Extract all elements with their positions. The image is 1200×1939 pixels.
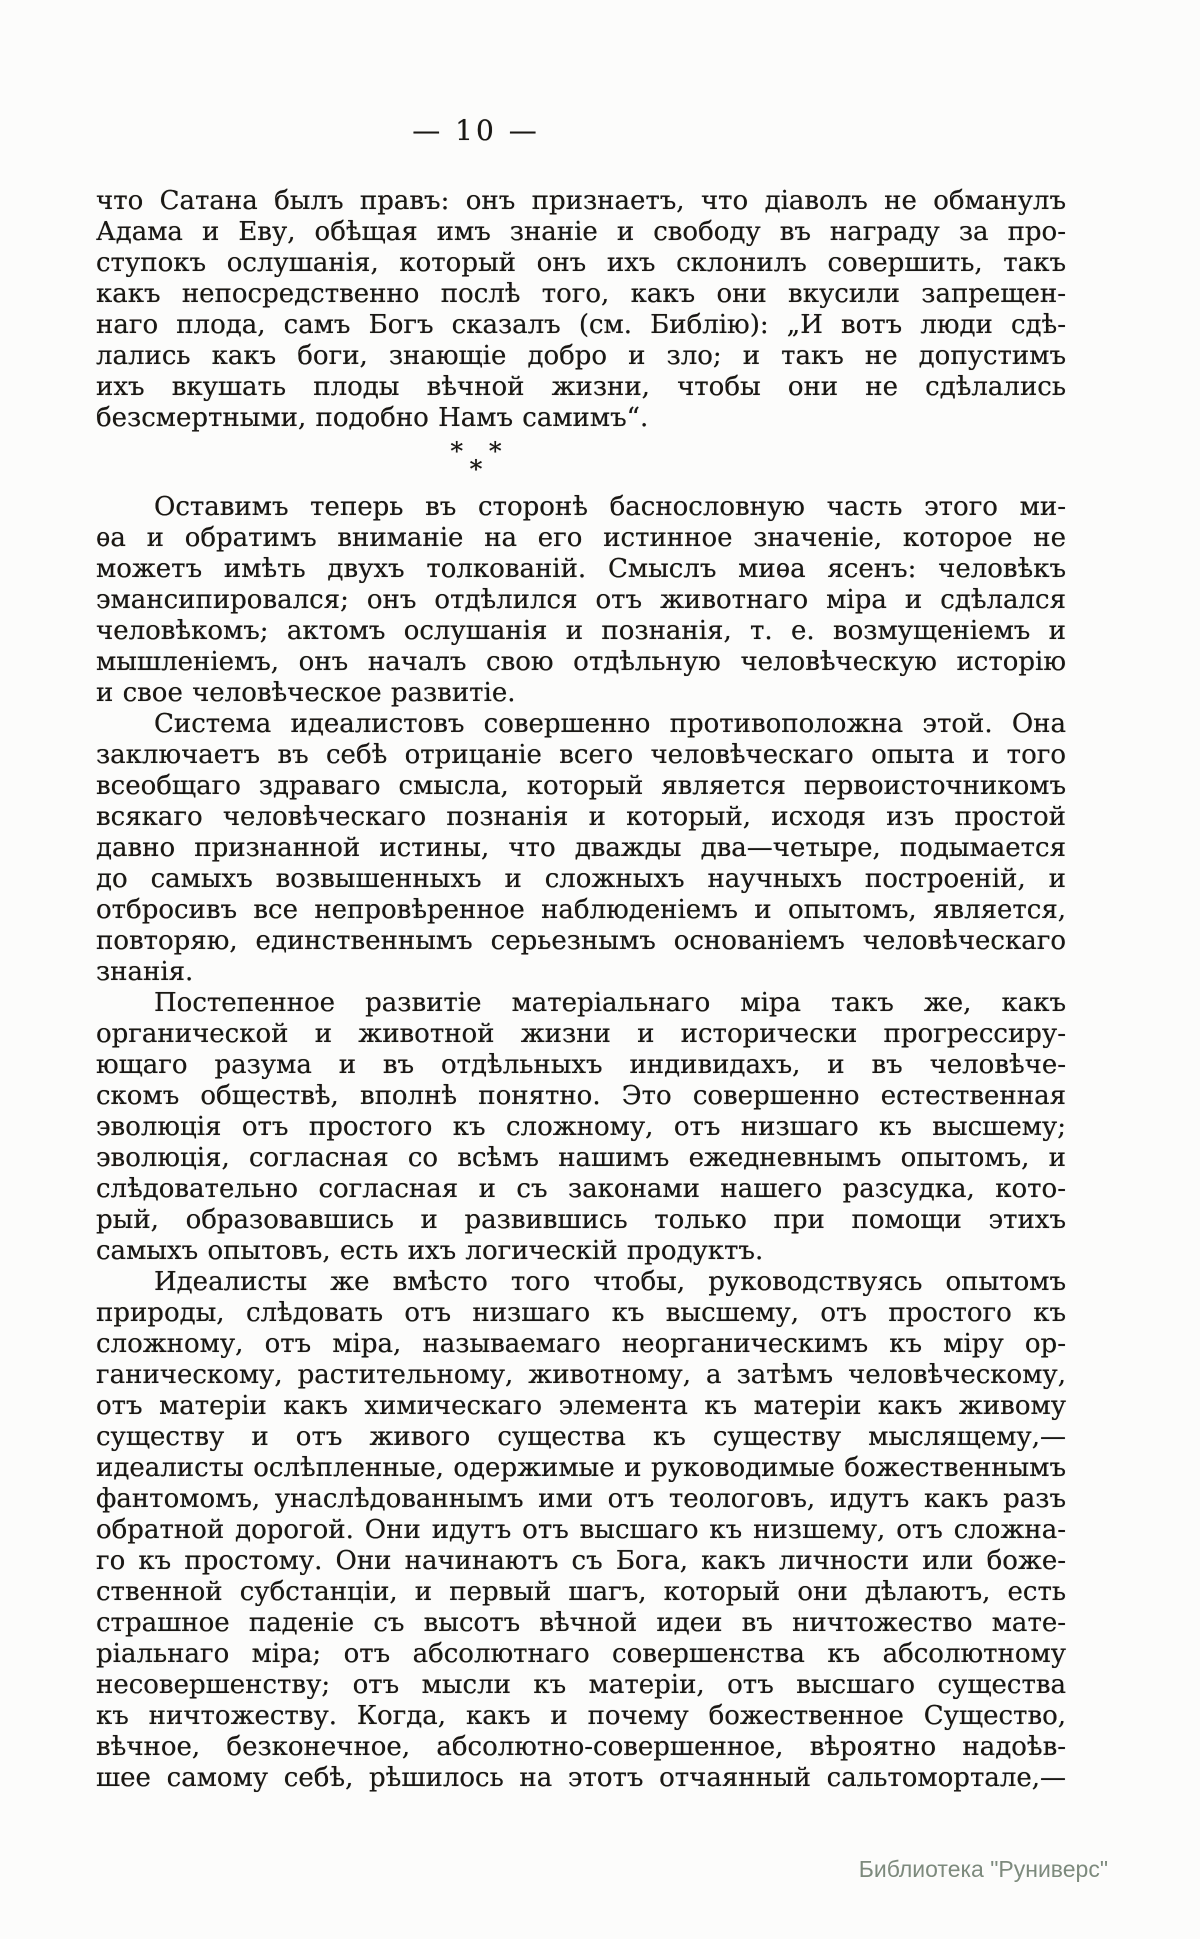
asterism-separator: * * * [450,437,502,484]
text-line: обратной дорогой. Они идутъ отъ высшаго къ низшему, отъ сложна- [96,1515,1066,1545]
text-block [96,186,1066,1794]
text-line: Адама и Еву, обѣщая имъ знаніе и свободу въ награду за про- [96,217,1066,247]
text-line: страшное паденіе съ высотъ вѣчной идеи въ ничтожество мате- [96,1608,1066,1638]
text-line: скомъ обществѣ, вполнѣ понятно. Это совершенно естественная [96,1081,1066,1111]
text-line: рый, образовавшись и развившись только при помощи этихъ [96,1205,1066,1235]
text-line: заключаетъ въ себѣ отрицаніе всего человѣческаго опыта и того [96,740,1066,770]
text-line: ступокъ ослушанія, который онъ ихъ склонилъ совершить, такъ [96,248,1066,278]
text-line: ющаго разума и въ отдѣльныхъ индивидахъ, и въ человѣче- [96,1050,1066,1080]
text-line: къ ничтожеству. Когда, какъ и почему божественное Существо, [96,1701,1066,1731]
library-watermark: Библиотека "Руниверс" [858,1856,1108,1882]
text-line: какъ непосредственно послѣ того, какъ они вкусили запрещен- [96,279,1066,309]
text-line: мышленіемъ, онъ началъ свою отдѣльную человѣческую исторію [96,647,1066,677]
text-line: и свое человѣческое развитіе. [96,678,516,708]
text-line: ріальнаго міра; отъ абсолютнаго совершенства къ абсолютному [96,1639,1066,1669]
text-line: органической и животной жизни и исторически прогрессиру- [96,1019,1066,1049]
text-line: эмансипировался; онъ отдѣлился отъ животнаго міра и сдѣлался [96,585,1066,615]
text-line: давно признанной истины, что дважды два—четыре, подымается [96,833,1066,863]
text-line: человѣкомъ; актомъ ослушанія и познанія, т. е. возмущеніемъ и [96,616,1066,646]
text-line: повторяю, единственнымъ серьезнымъ основаніемъ человѣческаго [96,926,1066,956]
text-line: ѳа и обратимъ вниманіе на его истинное значеніе, которое не [96,523,1066,553]
text-line: можетъ имѣть двухъ толкованій. Смыслъ миѳа ясенъ: человѣкъ [96,554,1066,584]
text-line: фантомомъ, унаслѣдованнымъ ими отъ теологовъ, идутъ какъ разъ [96,1484,1066,1514]
text-line: го къ простому. Они начинаютъ съ Бога, какъ личности или боже- [96,1546,1066,1576]
text-line: слѣдовательно согласная и съ законами нашего разсудка, кото- [96,1174,1066,1204]
text-line: несовершенству; отъ мысли къ матеріи, отъ высшаго существа [96,1670,1066,1700]
text-line: всякаго человѣческаго познанія и который, исходя изъ простой [96,802,1066,832]
text-line: отбросивъ все непровѣренное наблюденіемъ и опытомъ, является, [96,895,1066,925]
page-number: — 10 — [412,114,540,147]
text-line: эволюція, согласная со всѣмъ нашимъ ежедневнымъ опытомъ, и [96,1143,1066,1173]
text-line: что Сатана былъ правъ: онъ признаетъ, что діаволъ не обманулъ [96,186,1066,216]
text-line: наго плода, самъ Богъ сказалъ (см. Библію): „И вотъ люди сдѣ- [96,310,1066,340]
text-line: Постепенное развитіе матеріальнаго міра такъ же, какъ [154,988,1066,1018]
text-line: самыхъ опытовъ, есть ихъ логическій продуктъ. [96,1236,764,1266]
text-line: ственной субстанціи, и первый шагъ, который они дѣлаютъ, есть [96,1577,1066,1607]
text-line: Оставимъ теперь въ сторонѣ баснословную часть этого ми- [154,492,1066,522]
text-line: сложному, отъ міра, называемаго неорганическимъ къ міру ор- [96,1329,1066,1359]
text-line: безсмертными, подобно Намъ самимъ“. [96,403,649,433]
text-line: вѣчное, безконечное, абсолютно-совершенное, вѣроятно надоѣв- [96,1732,1066,1762]
text-line: Система идеалистовъ совершенно противоположна этой. Она [154,709,1066,739]
text-line: эволюція отъ простого къ сложному, отъ низшаго къ высшему; [96,1112,1066,1142]
text-line: существу и отъ живого существа къ существу мыслящему,— [96,1422,1066,1452]
text-line: ихъ вкушать плоды вѣчной жизни, чтобы они не сдѣлались [96,372,1066,402]
text-line: лались какъ боги, знающіе добро и зло; и такъ не допустимъ [96,341,1066,371]
text-line: идеалисты ослѣпленные, одержимые и руководимые божественнымъ [96,1453,1066,1483]
text-line: отъ матеріи какъ химическаго элемента къ матеріи какъ живому [96,1391,1066,1421]
text-line: шее самому себѣ, рѣшилось на этотъ отчаянный сальтомортале,— [96,1763,1066,1793]
text-line: ганическому, растительному, животному, а затѣмъ человѣческому, [96,1360,1066,1390]
text-line: Идеалисты же вмѣсто того чтобы, руководствуясь опытомъ [154,1267,1066,1297]
text-line: всеобщаго здраваго смысла, который является первоисточникомъ [96,771,1066,801]
text-line: знанія. [96,957,194,987]
text-line: до самыхъ возвышенныхъ и сложныхъ научныхъ построеній, и [96,864,1066,894]
text-line: природы, слѣдовать отъ низшаго къ высшему, отъ простого къ [96,1298,1066,1328]
